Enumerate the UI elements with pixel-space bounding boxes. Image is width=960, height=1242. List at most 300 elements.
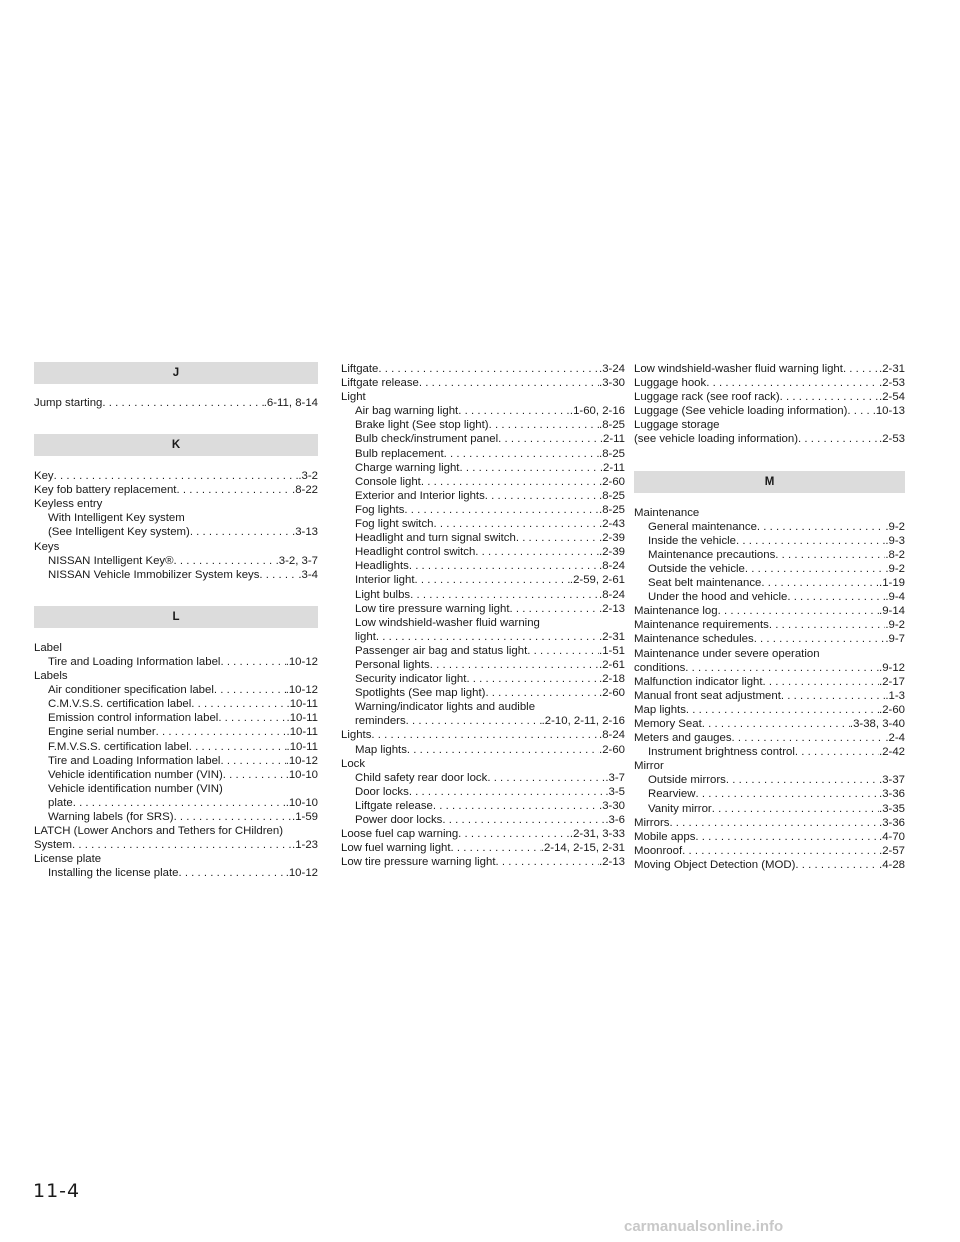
entry-term: F.M.V.S.S. certification label bbox=[48, 740, 189, 753]
entry-page-ref: .2-4 bbox=[885, 732, 905, 745]
entry-page-ref: .3-30 bbox=[599, 377, 625, 390]
index-entry bbox=[341, 362, 625, 376]
entry-term: Air conditioner specification label bbox=[48, 684, 214, 697]
dot-leader bbox=[73, 796, 286, 810]
index-term: Labels bbox=[34, 670, 68, 683]
index-entry bbox=[634, 618, 905, 632]
entry-term: Console light bbox=[355, 475, 421, 488]
dot-leader bbox=[745, 562, 885, 576]
dot-leader bbox=[72, 838, 292, 852]
index-entry bbox=[341, 799, 625, 813]
dot-leader bbox=[669, 816, 879, 830]
index-entry bbox=[634, 362, 905, 376]
entry-page-ref: .2-31, 3-33 bbox=[569, 828, 625, 841]
entry-term: Inside the vehicle bbox=[648, 534, 737, 547]
dot-leader bbox=[732, 731, 886, 745]
entry-page-ref: .2-11 bbox=[599, 433, 625, 446]
index-entry bbox=[634, 520, 905, 534]
index-entry bbox=[634, 844, 905, 858]
dot-leader bbox=[410, 588, 599, 602]
entry-page-ref: .3-13 bbox=[292, 526, 318, 539]
entry-term: Memory Seat bbox=[634, 717, 702, 730]
entry-term: Low tire pressure warning light bbox=[341, 856, 496, 869]
index-entry bbox=[34, 725, 318, 739]
dot-leader bbox=[102, 396, 263, 410]
watermark: carmanualsonline.info bbox=[624, 1218, 784, 1235]
dot-leader bbox=[718, 604, 879, 618]
dot-leader bbox=[409, 785, 606, 799]
entry-term: Map lights bbox=[355, 743, 407, 756]
index-entry bbox=[34, 711, 318, 725]
entry-term: Power door locks bbox=[355, 814, 443, 826]
index-entry bbox=[34, 396, 318, 410]
entry-page-ref: .9-7 bbox=[885, 633, 905, 646]
dot-leader bbox=[156, 725, 287, 739]
index-entry bbox=[34, 469, 318, 483]
dot-leader bbox=[444, 447, 599, 461]
entry-page-ref: .10-10 bbox=[285, 768, 318, 781]
entry-page-ref: .8-24 bbox=[599, 588, 625, 601]
entry-page-ref: .2-54 bbox=[879, 391, 905, 404]
entry-page-ref: .2-43 bbox=[599, 518, 625, 531]
entry-term: Emission control information label bbox=[48, 712, 219, 725]
index-entry bbox=[34, 697, 318, 711]
index-term: Maintenance under severe operation bbox=[634, 647, 820, 660]
dot-leader bbox=[798, 432, 879, 446]
dot-leader bbox=[475, 545, 599, 559]
entry-page-ref: .8-25 bbox=[599, 503, 625, 516]
index-entry bbox=[34, 554, 318, 568]
entry-term: Key fob battery replacement bbox=[34, 484, 177, 497]
index-entry bbox=[341, 447, 625, 461]
index-entry bbox=[34, 838, 318, 852]
entry-term: Bulb replacement bbox=[355, 447, 444, 460]
entry-page-ref: .10-11 bbox=[286, 698, 318, 711]
index-term: Keys bbox=[34, 540, 60, 553]
index-term: Warning/indicator lights and audible bbox=[355, 701, 536, 714]
entry-term: Personal lights bbox=[355, 658, 430, 671]
index-entry bbox=[634, 717, 905, 731]
index-term: Maintenance bbox=[634, 506, 700, 519]
dot-leader bbox=[191, 697, 286, 711]
entry-page-ref: .2-11 bbox=[599, 461, 625, 474]
entry-term: Outside mirrors bbox=[648, 774, 726, 787]
index-entry bbox=[34, 655, 318, 669]
entry-page-ref: .3-5 bbox=[605, 785, 625, 798]
entry-page-ref: .10-11 bbox=[286, 740, 318, 753]
index-entry bbox=[634, 432, 905, 446]
entry-term: Low tire pressure warning light bbox=[355, 602, 510, 615]
dot-leader bbox=[458, 827, 570, 841]
entry-term: Bulb check/instrument panel bbox=[355, 433, 499, 446]
entry-term: Outside the vehicle bbox=[648, 562, 745, 575]
entry-page-ref: .9-2 bbox=[885, 619, 905, 632]
entry-term: Maintenance requirements bbox=[634, 619, 769, 632]
entry-page-ref: .3-7 bbox=[605, 771, 625, 784]
entry-page-ref: .8-25 bbox=[599, 489, 625, 502]
dot-leader bbox=[376, 630, 599, 644]
index-entry bbox=[341, 827, 625, 841]
index-term: Label bbox=[34, 641, 62, 654]
entry-term: Luggage rack (see roof rack) bbox=[634, 391, 780, 404]
dot-leader bbox=[781, 689, 885, 703]
index-entry bbox=[341, 841, 625, 855]
index-entry bbox=[341, 432, 625, 446]
index-entry bbox=[341, 813, 625, 827]
index-entry bbox=[34, 740, 318, 754]
letter-header: M bbox=[634, 471, 905, 493]
dot-leader bbox=[485, 686, 599, 700]
entry-page-ref: .9-3 bbox=[885, 534, 905, 547]
entry-term: Map lights bbox=[634, 703, 686, 716]
entry-page-ref: .2-60 bbox=[599, 475, 625, 488]
entry-page-ref: .9-12 bbox=[879, 661, 905, 674]
entry-page-ref: .10-12 bbox=[285, 655, 318, 668]
entry-term: Headlight and turn signal switch bbox=[355, 532, 516, 545]
entry-term: Loose fuel cap warning bbox=[341, 828, 459, 841]
entry-page-ref: .10-12 bbox=[285, 684, 318, 697]
entry-page-ref: .10-12 bbox=[285, 754, 318, 767]
dot-leader bbox=[726, 773, 879, 787]
entry-page-ref: .9-4 bbox=[885, 591, 905, 604]
entry-term: Liftgate bbox=[341, 363, 379, 375]
entry-term: Instrument brightness control bbox=[648, 746, 795, 759]
dot-leader bbox=[695, 830, 879, 844]
dot-leader bbox=[706, 376, 879, 390]
index-entry bbox=[634, 689, 905, 703]
index-entry bbox=[34, 483, 318, 497]
entry-page-ref: .4-70 bbox=[879, 830, 905, 843]
index-entry bbox=[341, 714, 625, 728]
dot-leader bbox=[495, 855, 599, 869]
index-entry bbox=[341, 588, 625, 602]
entry-page-ref: .1-59 bbox=[292, 810, 318, 823]
entry-page-ref: .10-11 bbox=[286, 726, 318, 739]
dot-leader bbox=[433, 799, 599, 813]
index-entry bbox=[34, 866, 318, 880]
dot-leader bbox=[378, 362, 599, 376]
index-entry bbox=[341, 728, 625, 742]
dot-leader bbox=[736, 534, 885, 548]
entry-page-ref: .3-36 bbox=[879, 788, 905, 801]
entry-page-ref: .2-13 bbox=[599, 856, 625, 869]
entry-page-ref: .2-42 bbox=[879, 746, 905, 759]
entry-page-ref: .3-6 bbox=[605, 814, 625, 826]
index-entry bbox=[341, 461, 625, 475]
entry-term: Spotlights (See map light) bbox=[355, 687, 486, 700]
index-column-1 bbox=[34, 362, 318, 880]
entry-term: Low fuel warning light bbox=[341, 842, 451, 855]
index-entry bbox=[341, 743, 625, 757]
entry-term: Passenger air bag and status light bbox=[355, 644, 528, 657]
entry-page-ref: .8-24 bbox=[599, 729, 625, 742]
entry-page-ref: .1-23 bbox=[292, 839, 318, 852]
dot-leader bbox=[487, 771, 605, 785]
dot-leader bbox=[695, 787, 879, 801]
dot-leader bbox=[466, 672, 599, 686]
entry-page-ref: .3-35 bbox=[879, 802, 905, 815]
entry-term: Vanity mirror bbox=[648, 802, 712, 815]
index-entry bbox=[341, 489, 625, 503]
entry-term: Lights bbox=[341, 729, 372, 742]
index-entry bbox=[634, 376, 905, 390]
entry-page-ref: .2-18 bbox=[599, 673, 625, 686]
dot-leader bbox=[220, 655, 285, 669]
index-entry bbox=[634, 604, 905, 618]
entry-term: Maintenance log bbox=[634, 605, 718, 618]
dot-leader bbox=[761, 576, 879, 590]
index-entry bbox=[34, 683, 318, 697]
dot-leader bbox=[686, 703, 879, 717]
entry-term: C.M.V.S.S. certification label bbox=[48, 698, 192, 711]
entry-page-ref: .1-19 bbox=[879, 577, 905, 590]
entry-term: Mirrors bbox=[634, 816, 670, 829]
entry-term: Luggage hook bbox=[634, 377, 707, 390]
dot-leader bbox=[406, 714, 542, 728]
entry-page-ref: .2-60 bbox=[879, 703, 905, 716]
dot-leader bbox=[780, 390, 879, 404]
entry-page-ref: .2-31 bbox=[599, 630, 625, 643]
index-term: Keyless entry bbox=[34, 498, 103, 511]
entry-term: Rearview bbox=[648, 788, 696, 801]
index-entry bbox=[634, 731, 905, 745]
index-term: License plate bbox=[34, 853, 102, 866]
dot-leader bbox=[419, 376, 599, 390]
entry-term: Mobile apps bbox=[634, 830, 696, 843]
index-column-3 bbox=[634, 362, 905, 872]
entry-page-ref: .3-38, 3-40 bbox=[849, 717, 905, 730]
entry-page-ref: .3-24 bbox=[599, 363, 625, 375]
entry-term: Light bulbs bbox=[355, 588, 411, 601]
index-entry bbox=[634, 534, 905, 548]
dot-leader bbox=[702, 717, 850, 731]
entry-page-ref: .8-22 bbox=[292, 484, 318, 497]
entry-page-ref: .2-59, 2-61 bbox=[569, 574, 625, 587]
dot-leader bbox=[682, 844, 879, 858]
entry-term: Key bbox=[34, 470, 54, 483]
dot-leader bbox=[371, 728, 599, 742]
dot-leader bbox=[795, 858, 879, 872]
index-term: Luggage storage bbox=[634, 419, 720, 432]
entry-term: Fog lights bbox=[355, 503, 405, 516]
dot-leader bbox=[442, 813, 605, 827]
entry-page-ref: .6-11, 8-14 bbox=[263, 397, 318, 409]
dot-leader bbox=[458, 404, 570, 418]
index-entry bbox=[341, 630, 625, 644]
entry-term: reminders bbox=[355, 715, 406, 728]
index-entry bbox=[34, 768, 318, 782]
dot-leader bbox=[434, 517, 600, 531]
entry-term: NISSAN Intelligent Key® bbox=[48, 554, 174, 567]
entry-page-ref: .3-37 bbox=[879, 774, 905, 787]
entry-page-ref: .9-14 bbox=[879, 605, 905, 618]
dot-leader bbox=[847, 404, 872, 418]
entry-page-ref: .2-10, 2-11, 2-16 bbox=[541, 715, 625, 728]
dot-leader bbox=[54, 469, 299, 483]
dot-leader bbox=[795, 745, 879, 759]
entry-page-ref: .2-53 bbox=[879, 433, 905, 446]
dot-leader bbox=[174, 554, 276, 568]
index-entry bbox=[341, 602, 625, 616]
entry-term: Seat belt maintenance bbox=[648, 577, 762, 590]
index-entry bbox=[34, 754, 318, 768]
dot-leader bbox=[190, 525, 292, 539]
index-term: Lock bbox=[341, 757, 366, 770]
entry-page-ref: .9-2 bbox=[885, 562, 905, 575]
entry-term: Malfunction indicator light bbox=[634, 675, 763, 688]
dot-leader bbox=[712, 802, 879, 816]
dot-leader bbox=[769, 618, 885, 632]
dot-leader bbox=[189, 740, 287, 754]
dot-leader bbox=[409, 559, 599, 573]
index-entry bbox=[341, 503, 625, 517]
dot-leader bbox=[509, 602, 599, 616]
dot-leader bbox=[174, 810, 292, 824]
entry-page-ref: .3-30 bbox=[599, 799, 625, 812]
entry-term: Jump starting bbox=[34, 397, 103, 409]
dot-leader bbox=[459, 461, 599, 475]
index-entry bbox=[634, 562, 905, 576]
index-entry bbox=[341, 545, 625, 559]
index-entry bbox=[341, 686, 625, 700]
index-entry bbox=[634, 548, 905, 562]
entry-term: Under the hood and vehicle bbox=[648, 591, 788, 604]
entry-term: Exterior and Interior lights bbox=[355, 489, 485, 502]
index-entry bbox=[634, 703, 905, 717]
index-entry bbox=[634, 745, 905, 759]
entry-term: Luggage (See vehicle loading information) bbox=[634, 405, 848, 418]
index-entry bbox=[341, 475, 625, 489]
entry-term: General maintenance bbox=[648, 520, 757, 533]
index-term: Light bbox=[341, 391, 366, 404]
index-entry bbox=[341, 376, 625, 390]
index-entry bbox=[341, 658, 625, 672]
dot-leader bbox=[415, 573, 570, 587]
index-entry bbox=[34, 796, 318, 810]
entry-term: Tire and Loading Information label bbox=[48, 754, 221, 767]
entry-term: Manual front seat adjustment bbox=[634, 689, 781, 702]
entry-page-ref: .10-11 bbox=[286, 712, 318, 725]
entry-term: Headlight control switch bbox=[355, 546, 476, 559]
dot-leader bbox=[451, 841, 541, 855]
dot-leader bbox=[754, 632, 886, 646]
index-term: LATCH (Lower Anchors and Tethers for CHildren) bbox=[34, 825, 284, 838]
entry-page-ref: .10-10 bbox=[285, 796, 318, 809]
dot-leader bbox=[176, 483, 292, 497]
index-entry bbox=[34, 525, 318, 539]
entry-term: Maintenance precautions bbox=[648, 548, 776, 561]
dot-leader bbox=[685, 661, 879, 675]
entry-term: Moving Object Detection (MOD) bbox=[634, 858, 796, 871]
entry-page-ref: .2-61 bbox=[599, 658, 625, 671]
index-entry bbox=[341, 559, 625, 573]
index-entry bbox=[341, 418, 625, 432]
dot-leader bbox=[498, 432, 600, 446]
index-term: With Intelligent Key system bbox=[48, 512, 185, 525]
entry-page-ref: .2-13 bbox=[599, 602, 625, 615]
entry-page-ref: .2-39 bbox=[599, 532, 625, 545]
entry-page-ref: .3-2 bbox=[298, 470, 318, 483]
entry-term: System bbox=[34, 839, 72, 852]
entry-page-ref: .2-53 bbox=[879, 377, 905, 390]
index-term: Vehicle identification number (VIN) bbox=[48, 782, 223, 795]
entry-page-ref: .9-2 bbox=[885, 520, 905, 533]
dot-leader bbox=[775, 548, 885, 562]
index-column-2 bbox=[341, 362, 625, 869]
entry-page-ref: .8-25 bbox=[599, 419, 625, 432]
index-entry bbox=[341, 644, 625, 658]
dot-leader bbox=[218, 711, 286, 725]
letter-header: J bbox=[34, 362, 318, 384]
entry-page-ref: .2-60 bbox=[599, 687, 625, 700]
entry-term: conditions bbox=[634, 661, 686, 674]
entry-page-ref: .10-13 bbox=[872, 405, 905, 418]
entry-term: Child safety rear door lock bbox=[355, 771, 488, 784]
index-entry bbox=[341, 771, 625, 785]
entry-term: Brake light (See stop light) bbox=[355, 419, 489, 432]
index-entry bbox=[634, 576, 905, 590]
entry-page-ref: .1-3 bbox=[885, 689, 905, 702]
entry-page-ref: .3-2, 3-7 bbox=[275, 554, 318, 567]
entry-term: Security indicator light bbox=[355, 673, 467, 686]
dot-leader bbox=[259, 568, 298, 582]
entry-term: Low windshield-washer fluid warning light bbox=[634, 363, 843, 375]
entry-term: NISSAN Vehicle Immobilizer System keys bbox=[48, 568, 260, 581]
dot-leader bbox=[763, 675, 880, 689]
dot-leader bbox=[527, 644, 599, 658]
entry-term: Liftgate release bbox=[355, 799, 433, 812]
entry-term: Door locks bbox=[355, 785, 409, 798]
index-entry bbox=[634, 632, 905, 646]
index-entry bbox=[634, 816, 905, 830]
index-entry bbox=[341, 573, 625, 587]
dot-leader bbox=[404, 503, 599, 517]
dot-leader bbox=[430, 658, 599, 672]
entry-term: Charge warning light bbox=[355, 461, 460, 474]
entry-term: Engine serial number bbox=[48, 726, 156, 739]
entry-page-ref: .2-31 bbox=[879, 363, 905, 375]
entry-term: Interior light bbox=[355, 574, 415, 587]
entry-term: Moonroof bbox=[634, 844, 683, 857]
entry-term: light bbox=[355, 630, 376, 643]
entry-term: Maintenance schedules bbox=[634, 633, 754, 646]
entry-page-ref: .2-57 bbox=[879, 844, 905, 857]
entry-term: Tire and Loading Information label bbox=[48, 655, 221, 668]
dot-leader bbox=[489, 418, 599, 432]
index-entry bbox=[34, 810, 318, 824]
dot-leader bbox=[178, 866, 285, 880]
entry-page-ref: .1-51 bbox=[599, 644, 625, 657]
entry-term: Vehicle identification number (VIN) bbox=[48, 768, 223, 781]
letter-header: L bbox=[34, 606, 318, 628]
dot-leader bbox=[787, 590, 885, 604]
index-entry bbox=[341, 785, 625, 799]
entry-page-ref: .10-12 bbox=[285, 867, 318, 880]
index-entry bbox=[341, 531, 625, 545]
index-entry bbox=[634, 802, 905, 816]
dot-leader bbox=[485, 489, 599, 503]
index-entry bbox=[341, 517, 625, 531]
index-term: Mirror bbox=[634, 760, 664, 773]
entry-page-ref: .3-4 bbox=[298, 568, 318, 581]
index-entry bbox=[341, 672, 625, 686]
dot-leader bbox=[223, 768, 286, 782]
dot-leader bbox=[214, 683, 286, 697]
dot-leader bbox=[407, 743, 599, 757]
index-entry bbox=[341, 404, 625, 418]
dot-leader bbox=[757, 520, 885, 534]
entry-term: Warning labels (for SRS) bbox=[48, 810, 174, 823]
